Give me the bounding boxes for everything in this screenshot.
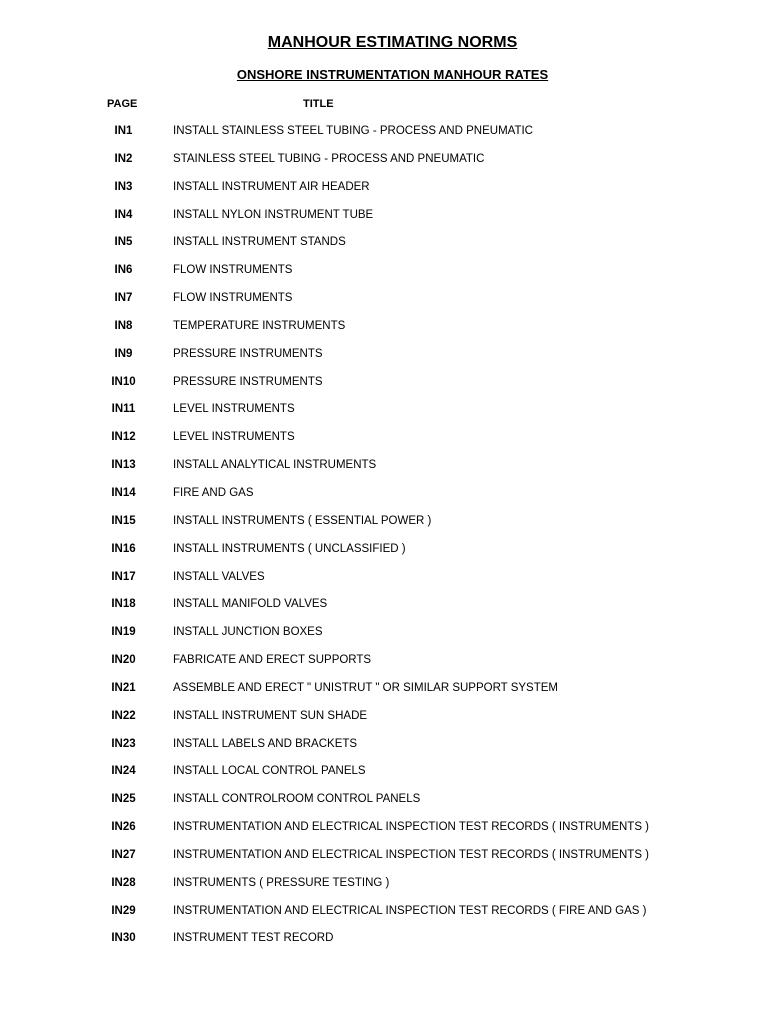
page-column-header: PAGE bbox=[107, 98, 138, 110]
section-title: LEVEL INSTRUMENTS bbox=[173, 431, 295, 444]
page-code: IN22 bbox=[111, 709, 136, 722]
page-code: IN24 bbox=[111, 765, 136, 778]
table-row bbox=[0, 452, 768, 480]
page-code: IN28 bbox=[111, 876, 136, 889]
table-row bbox=[0, 814, 768, 842]
table-row bbox=[0, 313, 768, 341]
table-row bbox=[0, 758, 768, 786]
page-code: IN6 bbox=[114, 264, 133, 277]
page-code: IN27 bbox=[111, 848, 136, 861]
page-code: IN12 bbox=[111, 431, 136, 444]
table-row bbox=[0, 591, 768, 619]
page-code: IN26 bbox=[111, 821, 136, 834]
section-title: FLOW INSTRUMENTS bbox=[173, 264, 293, 277]
section-title: INSTALL MANIFOLD VALVES bbox=[173, 598, 328, 611]
page-code: IN29 bbox=[111, 904, 136, 917]
section-title: INSTALL VALVES bbox=[173, 570, 265, 583]
section-title: INSTRUMENTATION AND ELECTRICAL INSPECTION TEST RECORDS ( FIRE AND GAS ) bbox=[173, 904, 647, 917]
section-title: INSTRUMENTS ( PRESSURE TESTING ) bbox=[173, 876, 390, 889]
page-code: IN19 bbox=[111, 626, 136, 639]
section-title: TEMPERATURE INSTRUMENTS bbox=[173, 319, 346, 332]
page-code: IN4 bbox=[114, 208, 133, 221]
table-row bbox=[0, 424, 768, 452]
table-row bbox=[0, 675, 768, 703]
document-title: MANHOUR ESTIMATING NORMS bbox=[267, 34, 518, 51]
section-title: INSTALL INSTRUMENTS ( UNCLASSIFIED ) bbox=[173, 542, 406, 555]
section-title: STAINLESS STEEL TUBING - PROCESS AND PNEUMATIC bbox=[173, 152, 485, 165]
page-code: IN18 bbox=[111, 598, 136, 611]
page-code: IN7 bbox=[114, 292, 133, 305]
section-title: INSTALL CONTROLROOM CONTROL PANELS bbox=[173, 793, 421, 806]
table-row bbox=[0, 202, 768, 230]
table-row bbox=[0, 870, 768, 898]
page-code: IN1 bbox=[114, 125, 133, 137]
page-code: IN14 bbox=[111, 486, 136, 499]
page-code: IN21 bbox=[111, 681, 136, 694]
table-row bbox=[0, 564, 768, 592]
page-code: IN5 bbox=[114, 236, 133, 249]
table-row bbox=[0, 229, 768, 257]
table-row bbox=[0, 786, 768, 814]
page-code: IN25 bbox=[111, 793, 136, 806]
section-title: INSTRUMENTATION AND ELECTRICAL INSPECTION TEST RECORDS ( INSTRUMENTS ) bbox=[173, 848, 650, 861]
page-code: IN13 bbox=[111, 459, 136, 472]
table-row bbox=[0, 536, 768, 564]
table-row bbox=[0, 341, 768, 369]
page-code: IN10 bbox=[111, 375, 136, 388]
section-title: ASSEMBLE AND ERECT " UNISTRUT " OR SIMILAR SUPPORT SYSTEM bbox=[173, 681, 558, 694]
section-title: INSTALL JUNCTION BOXES bbox=[173, 626, 323, 639]
section-title: INSTALL LOCAL CONTROL PANELS bbox=[173, 765, 366, 778]
section-title: FIRE AND GAS bbox=[173, 486, 254, 499]
title-column-header: TITLE bbox=[303, 98, 334, 110]
section-title: PRESSURE INSTRUMENTS bbox=[173, 375, 323, 388]
section-title: FLOW INSTRUMENTS bbox=[173, 292, 293, 305]
table-row bbox=[0, 146, 768, 174]
page-code: IN11 bbox=[111, 403, 136, 416]
section-title: INSTALL NYLON INSTRUMENT TUBE bbox=[173, 208, 374, 221]
section-title: PRESSURE INSTRUMENTS bbox=[173, 347, 323, 360]
index-table bbox=[0, 118, 768, 953]
table-row bbox=[0, 898, 768, 926]
table-row bbox=[0, 703, 768, 731]
section-title: INSTRUMENT TEST RECORD bbox=[173, 932, 334, 945]
section-title: INSTALL ANALYTICAL INSTRUMENTS bbox=[173, 459, 377, 472]
page-code: IN17 bbox=[111, 570, 136, 583]
section-title: LEVEL INSTRUMENTS bbox=[173, 403, 295, 416]
page-code: IN2 bbox=[114, 152, 133, 165]
section-title: INSTALL INSTRUMENT SUN SHADE bbox=[173, 709, 368, 722]
table-row bbox=[0, 257, 768, 285]
page-code: IN15 bbox=[111, 514, 136, 527]
document-subtitle: ONSHORE INSTRUMENTATION MANHOUR RATES bbox=[236, 67, 549, 82]
table-row bbox=[0, 118, 768, 146]
table-row bbox=[0, 647, 768, 675]
section-title: INSTALL INSTRUMENTS ( ESSENTIAL POWER ) bbox=[173, 514, 432, 527]
section-title: FABRICATE AND ERECT SUPPORTS bbox=[173, 654, 372, 667]
page-code: IN16 bbox=[111, 542, 136, 555]
section-title: INSTRUMENTATION AND ELECTRICAL INSPECTION TEST RECORDS ( INSTRUMENTS ) bbox=[173, 821, 650, 834]
table-row bbox=[0, 842, 768, 870]
table-row bbox=[0, 619, 768, 647]
page-code: IN8 bbox=[114, 319, 133, 332]
table-row bbox=[0, 174, 768, 202]
table-row bbox=[0, 480, 768, 508]
page-code: IN23 bbox=[111, 737, 136, 750]
page-code: IN20 bbox=[111, 654, 136, 667]
section-title: INSTALL LABELS AND BRACKETS bbox=[173, 737, 358, 750]
page-code: IN30 bbox=[111, 932, 136, 945]
table-row bbox=[0, 369, 768, 397]
table-row bbox=[0, 285, 768, 313]
section-title: INSTALL STAINLESS STEEL TUBING - PROCESS AND PNEUMATIC bbox=[173, 125, 533, 137]
table-row bbox=[0, 508, 768, 536]
section-title: INSTALL INSTRUMENT STANDS bbox=[173, 236, 346, 249]
page-code: IN3 bbox=[114, 180, 133, 193]
table-row bbox=[0, 731, 768, 759]
section-title: INSTALL INSTRUMENT AIR HEADER bbox=[173, 180, 370, 193]
table-row bbox=[0, 396, 768, 424]
table-row bbox=[0, 925, 768, 953]
page-code: IN9 bbox=[114, 347, 133, 360]
